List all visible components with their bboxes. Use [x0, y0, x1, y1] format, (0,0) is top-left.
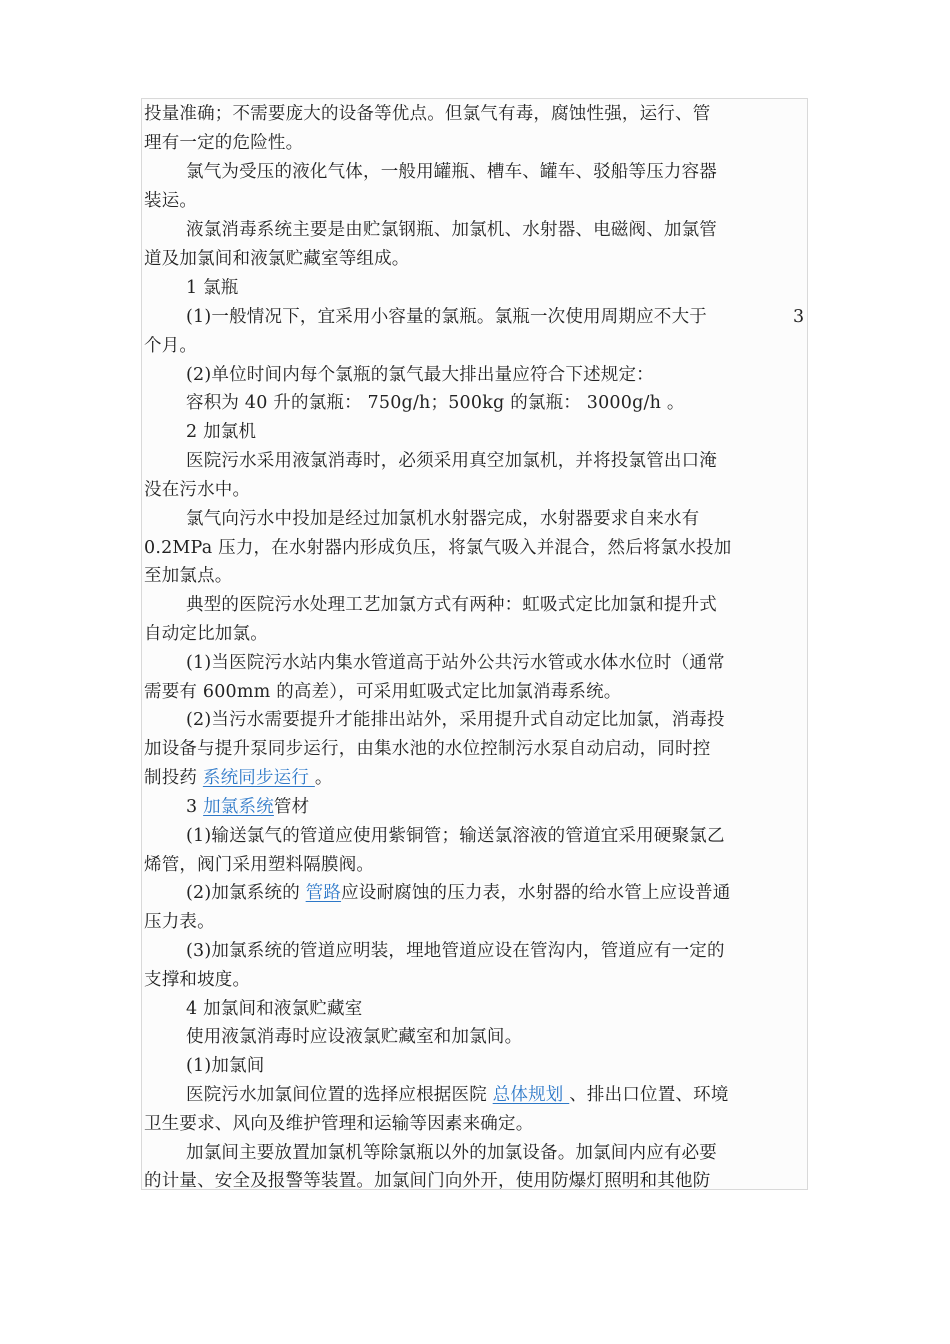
link-master-plan[interactable]: 总体规划	[492, 1085, 570, 1105]
section-heading-chlorine-bottle: 1 氯瓶	[186, 278, 239, 298]
text-line: (1)一般情况下，宜采用小容量的氯瓶。氯瓶一次使用周期应不大于	[186, 307, 707, 327]
document-page	[141, 98, 808, 1190]
section-heading-piping	[186, 793, 309, 821]
text-line: 自动定比加氯。	[144, 624, 268, 644]
text-line	[186, 1081, 729, 1109]
text-line: (1)输送氯气的管道应使用紫铜管；输送氯溶液的管道宜采用硬聚氯乙	[186, 826, 725, 846]
text-line: 需要有 600mm 的高差），可采用虹吸式定比加氯消毒系统。	[144, 682, 622, 702]
text-line: 道及加氯间和液氯贮藏室等组成。	[144, 249, 410, 269]
section-heading-chlorination-room: 4 加氯间和液氯贮藏室	[186, 999, 363, 1019]
text-line: 卫生要求、风向及维护管理和运输等因素来确定。	[144, 1114, 534, 1134]
text-line-number: 3	[793, 307, 805, 327]
text-line	[186, 879, 730, 907]
text-line: 使用液氯消毒时应设液氯贮藏室和加氯间。	[186, 1027, 523, 1047]
text-line: 装运。	[144, 191, 198, 211]
section-heading-chlorinator: 2 加氯机	[186, 422, 257, 442]
text-line: (1)当医院污水站内集水管道高于站外公共污水管或水体水位时（通常	[186, 653, 725, 673]
text-segment: 3	[186, 797, 204, 817]
text-line: 个月。	[144, 336, 198, 356]
text-segment: 管材	[273, 797, 310, 817]
text-line: 氯气向污水中投加是经过加氯机水射器完成，水射器要求自来水有	[186, 509, 700, 529]
text-line: 的计量、安全及报警等装置。加氯间门向外开，使用防爆灯照明和其他防	[144, 1171, 711, 1190]
link-pipeline[interactable]: 管路	[305, 883, 342, 903]
text-segment: 、排出口位置、环境	[569, 1085, 729, 1105]
text-line: 容积为 40 升的氯瓶： 750g/h；500kg 的氯瓶： 3000g/h 。	[186, 393, 685, 413]
text-segment: 医院污水加氯间位置的选择应根据医院	[186, 1085, 493, 1105]
text-line: 至加氯点。	[144, 566, 233, 586]
link-system-sync-operation[interactable]: 系统同步运行	[202, 768, 315, 788]
text-segment: 。	[314, 768, 333, 788]
text-line: 理有一定的危险性。	[144, 133, 304, 153]
link-chlorination-system[interactable]: 加氯系统	[203, 797, 274, 817]
text-line: 医院污水采用液氯消毒时，必须采用真空加氯机，并将投氯管出口淹	[186, 451, 717, 471]
text-line: 支撑和坡度。	[144, 970, 251, 990]
text-line: 没在污水中。	[144, 480, 251, 500]
text-line: 加设备与提升泵同步运行，由集水池的水位控制污水泵自动启动，同时控	[144, 739, 711, 759]
text-line: (1)加氯间	[186, 1056, 265, 1076]
text-line: (2)单位时间内每个氯瓶的氯气最大排出量应符合下述规定：	[186, 365, 654, 385]
text-segment: (2)加氯系统的	[186, 883, 306, 903]
text-line: (3)加氯系统的管道应明装，埋地管道应设在管沟内，管道应有一定的	[186, 941, 725, 961]
text-line: 烯管，阀门采用塑料隔膜阀。	[144, 855, 375, 875]
text-line: (2)当污水需要提升才能排出站外，采用提升式自动定比加氯，消毒投	[186, 710, 725, 730]
text-line: 典型的医院污水处理工艺加氯方式有两种：虹吸式定比加氯和提升式	[186, 595, 717, 615]
text-line: 加氯间主要放置加氯机等除氯瓶以外的加氯设备。加氯间内应有必要	[186, 1143, 717, 1163]
text-line: 0.2MPa 压力，在水射器内形成负压，将氯气吸入并混合，然后将氯水投加	[144, 538, 732, 558]
text-line: 氯气为受压的液化气体，一般用罐瓶、槽车、罐车、驳船等压力容器	[186, 162, 717, 182]
text-segment: 应设耐腐蚀的压力表，水射器的给水管上应设普通	[341, 883, 731, 903]
text-line: 投量准确；不需要庞大的设备等优点。但氯气有毒，腐蚀性强，运行、管	[144, 104, 711, 124]
text-line: 液氯消毒系统主要是由贮氯钢瓶、加氯机、水射器、电磁阀、加氯管	[186, 220, 717, 240]
text-line: 压力表。	[144, 912, 215, 932]
text-segment: 制投药	[144, 768, 203, 788]
text-line	[144, 764, 333, 792]
